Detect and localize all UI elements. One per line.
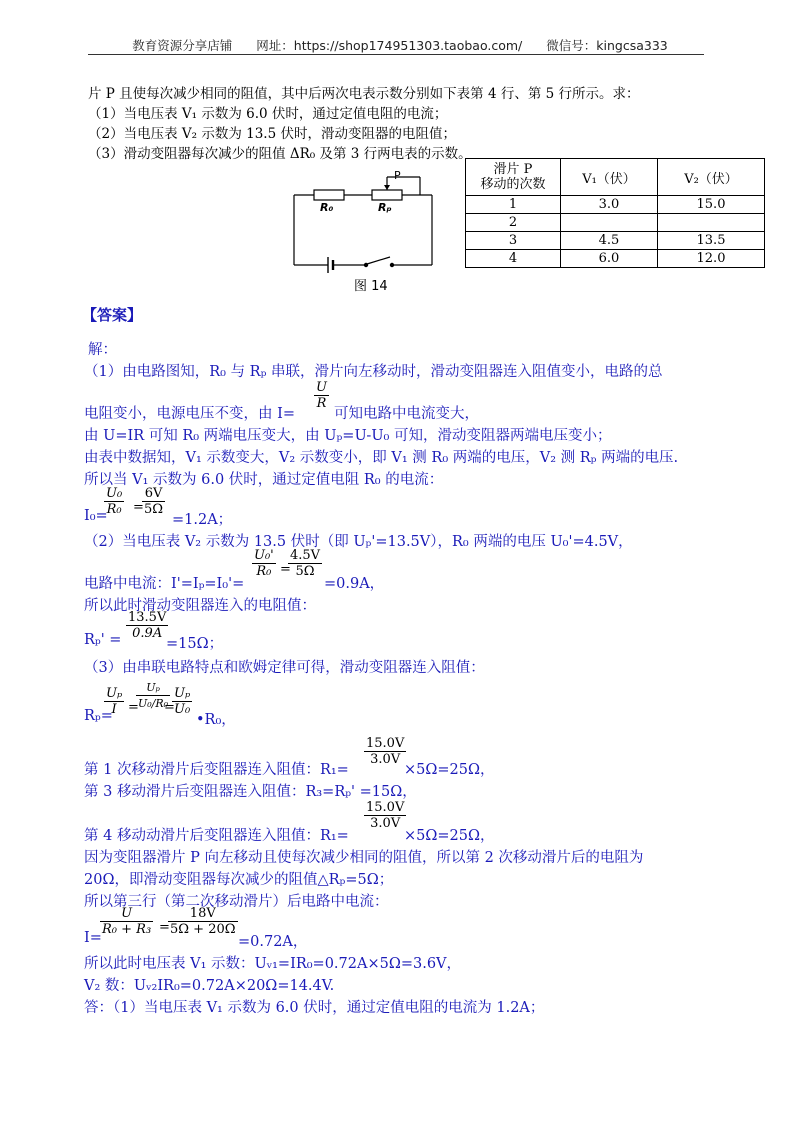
answer-line: ×5Ω=25Ω， <box>404 828 495 844</box>
fraction-numerator: Uₚ <box>136 680 170 696</box>
rp-label: Rₚ <box>378 201 392 214</box>
answer-line: 电路中电流：I'=Iₚ=I₀'= <box>84 576 245 592</box>
rp-resistor <box>372 190 402 200</box>
fraction-rp <box>126 610 168 641</box>
fraction-numerator: Uₚ <box>106 686 123 701</box>
table-header-row <box>466 159 765 196</box>
fraction-denominator: U₀/R₀ <box>138 697 169 710</box>
question-line-3: （2）当电压表 V₂ 示数为 13.5 伏时，滑动变阻器的电阻值； <box>88 126 456 142</box>
fraction-i3-2 <box>168 906 238 937</box>
table-cell: 13.5 <box>658 232 765 250</box>
fraction-denominator: R₀ <box>256 564 272 579</box>
fraction-numerator: U₀' <box>254 548 274 563</box>
answer-line: 可知电路中电流变大， <box>334 406 479 422</box>
fraction-i0-1 <box>104 486 124 517</box>
table-cell <box>658 214 765 232</box>
fraction-numerator: 4.5V <box>290 548 321 563</box>
answer-line: •R₀， <box>196 712 236 728</box>
table-row <box>466 196 765 214</box>
shop-url: 网址：https://shop174951303.taobao.com/ <box>256 38 523 53</box>
fraction-numerator: 15.0V <box>366 736 405 751</box>
answer-line: 所以第三行（第二次移动滑片）后电路中电流： <box>84 894 389 910</box>
answer-line: （3）由串联电路特点和欧姆定律可得，滑动变阻器连入阻值： <box>84 660 485 676</box>
table-cell: 12.0 <box>658 250 765 268</box>
table-cell: 15.0 <box>658 196 765 214</box>
answer-line: 所以此时滑动变阻器连入的电阻值： <box>84 598 316 614</box>
wechat-id: 微信号：kingcsa333 <box>546 38 668 53</box>
table-cell: 2 <box>466 214 561 232</box>
table-cell: 3.0 <box>561 196 658 214</box>
fraction-denominator: 5Ω <box>295 564 315 579</box>
answer-line: 20Ω，即滑动变阻器每次减少的阻值△Rₚ=5Ω； <box>84 872 394 888</box>
fraction-denominator: R₀ <box>106 502 122 517</box>
answer-line: I₀= <box>84 508 108 524</box>
table-row <box>466 214 765 232</box>
answer-line: =1.2A； <box>172 512 233 528</box>
equals-sign: = <box>164 700 175 715</box>
fraction-i0-2 <box>142 486 165 517</box>
answer-line: I= <box>84 930 102 946</box>
fraction-numerator: 18V <box>168 906 238 922</box>
fraction-denominator: 3.0V <box>370 752 401 767</box>
fraction-denominator: 5Ω + 20Ω <box>170 922 236 937</box>
answer-line: ×5Ω=25Ω， <box>404 762 495 778</box>
answer-line: 第 3 移动滑片后变阻器连入阻值：R₃=Rₚ' =15Ω， <box>84 784 417 800</box>
answer-line: 第 4 移动动滑片后变阻器连入阻值：R₁= <box>84 828 349 844</box>
slider-arrow <box>384 185 390 190</box>
data-table <box>465 158 765 268</box>
question-line-2: （1）当电压表 V₁ 示数为 6.0 伏时，通过定值电阻的电流； <box>88 106 448 122</box>
table-cell: 6.0 <box>561 250 658 268</box>
fraction-numerator: U <box>316 380 327 395</box>
fraction-numerator: 6V <box>142 486 165 502</box>
answer-line: =15Ω； <box>166 636 224 652</box>
answer-line: V₂ 数：Uᵥ₂IR₀=0.72A×20Ω=14.4V. <box>84 978 335 994</box>
table-cell: 3 <box>466 232 561 250</box>
answer-line: =0.9A， <box>324 576 385 592</box>
answer-line: 所以当 V₁ 示数为 6.0 伏时，通过定值电阻 R₀ 的电流： <box>84 472 444 488</box>
equals-sign: = <box>128 700 139 715</box>
answer-line: 电阻变小，电源电压不变，由 I= <box>84 406 295 422</box>
fraction-denominator: I <box>111 702 117 717</box>
answer-line: 第 1 次移动滑片后变阻器连入阻值：R₁= <box>84 762 349 778</box>
answer-line: （1）由电路图知，R₀ 与 Rₚ 串联，滑片向左移动时，滑动变阻器连入阻值变小，电路的总 <box>84 364 663 380</box>
table-cell: 4 <box>466 250 561 268</box>
page-header <box>0 36 800 54</box>
equals-sign: = <box>133 500 144 515</box>
fraction-numerator: U <box>100 906 153 922</box>
header-divider <box>88 54 704 55</box>
r0-resistor <box>314 190 344 200</box>
fraction-denominator: R <box>316 396 327 411</box>
fraction-denominator: 0.9A <box>132 626 163 641</box>
fraction-rp-g3 <box>172 686 192 717</box>
fraction-denominator: 3.0V <box>370 816 401 831</box>
question-line-4: （3）滑动变阻器每次减少的阻值 ΔR₀ 及第 3 行两电表的示数。 <box>88 146 472 162</box>
table-cell <box>561 214 658 232</box>
table-cell: 4.5 <box>561 232 658 250</box>
fraction-r4 <box>364 800 406 831</box>
fraction-numerator: 15.0V <box>366 800 405 815</box>
r0-label: R₀ <box>320 201 334 214</box>
answer-title: 【答案】 <box>82 306 143 324</box>
answer-line: （2）当电压表 V₂ 示数为 13.5 伏时（即 Uₚ'=13.5V），R₀ 两端的电压 U₀'=4.5V， <box>84 534 633 550</box>
fraction-i3-1 <box>100 906 153 937</box>
table-cell: 1 <box>466 196 561 214</box>
fraction-denominator: R₀ + R₃ <box>102 922 152 937</box>
fraction-i1-2 <box>288 548 322 579</box>
fraction-rp-g1 <box>104 686 124 717</box>
answer-line: 由 U=IR 可知 R₀ 两端电压变大，由 Uₚ=U-U₀ 可知，滑动变阻器两端电压变小； <box>84 428 612 444</box>
answer-line: 答：（1）当电压表 V₁ 示数为 6.0 伏时，通过定值电阻的电流为 1.2A； <box>84 1000 545 1016</box>
shop-name: 教育资源分享店铺 <box>132 38 233 53</box>
fraction-numerator: Uₚ <box>172 686 192 702</box>
fraction-numerator: 13.5V <box>128 610 167 625</box>
equals-sign: = <box>159 920 170 935</box>
equals-sign: = <box>280 562 291 577</box>
table-header-cell: V₂（伏） <box>658 159 765 196</box>
figure-caption: 图 14 <box>354 279 388 294</box>
fraction-ohm <box>314 380 329 411</box>
fraction-i1-1 <box>252 548 276 579</box>
answer-line: 所以此时电压表 V₁ 示数：Uᵥ₁=IR₀=0.72A×5Ω=3.6V， <box>84 956 462 972</box>
answer-line: Rₚ' = <box>84 632 122 648</box>
fraction-r1 <box>364 736 406 767</box>
circuit-figure <box>290 165 440 295</box>
table-header-cell: V₁（伏） <box>561 159 658 196</box>
answer-line: =0.72A， <box>238 934 308 950</box>
answer-jie: 解： <box>88 342 117 358</box>
answer-line: 由表中数据知，V₁ 示数变大，V₂ 示数变小，即 V₁ 测 R₀ 两端的电压，V₂ 测 Rₚ 两端的电压. <box>84 450 679 466</box>
fraction-numerator: U₀ <box>106 486 123 501</box>
table-row <box>466 250 765 268</box>
fraction-denominator: U₀ <box>174 702 191 717</box>
answer-line: Rₚ= <box>84 708 113 724</box>
question-line-1: 片 P 且使每次减少相同的阻值，其中后两次电表示数分别如下表第 4 行、第 5 行所示。求： <box>88 86 640 102</box>
p-label: P <box>394 169 401 182</box>
table-header-cell: 滑片 P 移动的次数 <box>466 159 561 196</box>
table-row <box>466 232 765 250</box>
answer-line: 因为变阻器滑片 P 向左移动且使每次减少相同的阻值，所以第 2 次移动滑片后的电阻为 <box>84 850 644 866</box>
fraction-denominator: 5Ω <box>144 502 164 517</box>
